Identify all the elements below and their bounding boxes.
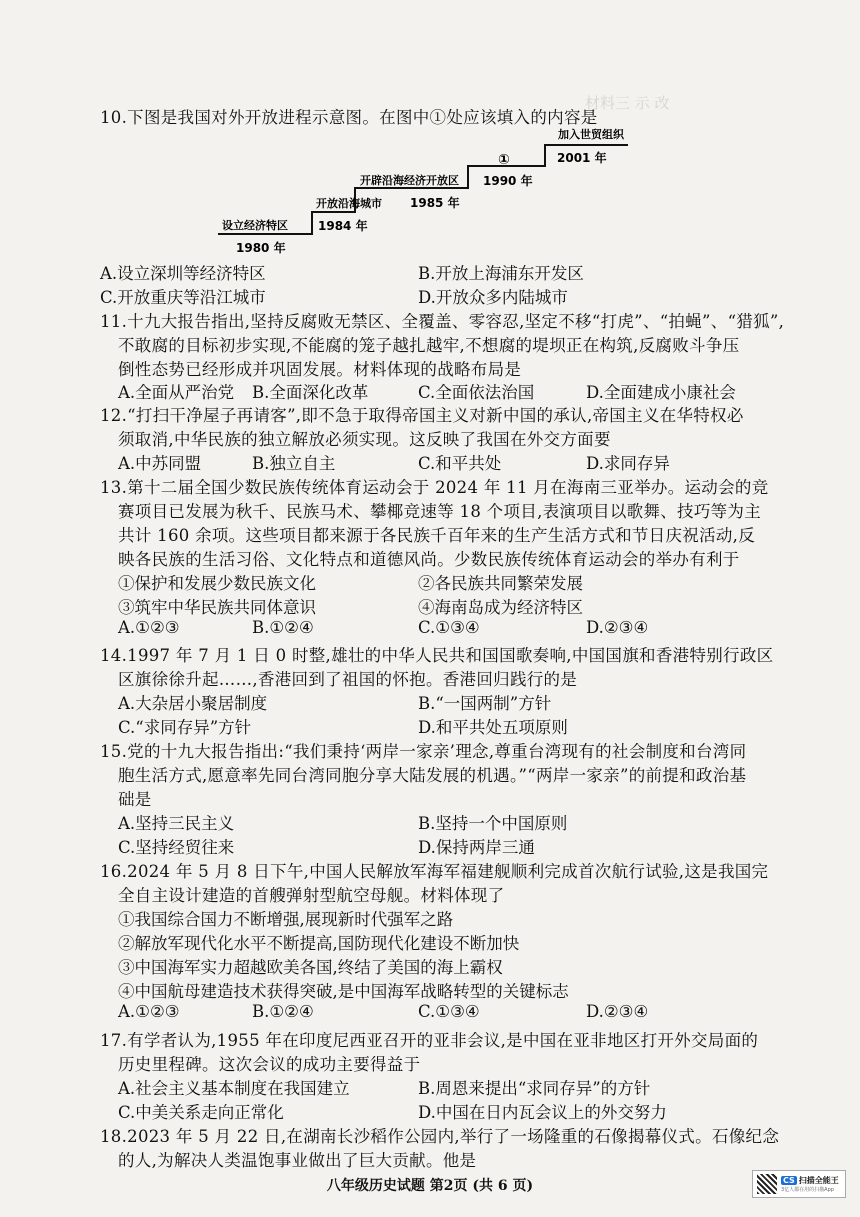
bleed-through-text: 材料三 示 改	[585, 94, 670, 112]
q11-option-a: A.全面从严治党	[118, 383, 235, 402]
question-17-line-1: 17.有学者认为,1955 年在印度尼西亚召开的亚非会议,是中国在亚非地区打开外交局面的	[100, 1031, 759, 1050]
q13-option-b: B.①②④	[252, 618, 314, 637]
question-13-line-1: 13.第十二届全国少数民族传统体育运动会于 2024 年 11 月在海南三亚举办。运动会的竞	[100, 478, 769, 497]
q11-option-b: B.全面深化改革	[252, 383, 369, 402]
q17-option-d: D.中国在日内瓦会议上的外交努力	[418, 1103, 667, 1122]
year-label-4: 1990 年	[483, 174, 533, 188]
q15-option-d: D.保持两岸三通	[418, 838, 535, 857]
question-13-line-2: 赛项目已发展为秋千、民族马术、攀椰竞速等 18 个项目,表演项目以歌舞、技巧等为主	[118, 502, 762, 521]
q14-option-a: A.大杂居小聚居制度	[118, 694, 268, 713]
question-12-line-1: 12.“打扫干净屋子再请客”,即不急于取得帝国主义对新中国的承认,帝国主义在华特权必	[100, 406, 744, 425]
qr-code-icon	[757, 1174, 777, 1194]
question-12-line-2: 须取消,中华民族的独立解放必须实现。这反映了我国在外交方面要	[118, 430, 611, 449]
q12-option-b: B.独立自主	[252, 454, 336, 473]
step-label-5: 加入世贸组织	[558, 128, 624, 141]
question-18-line-2: 的人,为解决人类温饱事业做出了巨大贡献。他是	[118, 1151, 477, 1170]
q15-option-c: C.坚持经贸往来	[118, 838, 235, 857]
q17-option-b: B.周恩来提出“求同存异”的方针	[418, 1079, 651, 1098]
q13-option-a: A.①②③	[118, 618, 180, 637]
question-16-line-1: 16.2024 年 5 月 8 日下午,中国人民解放军海军福建舰顺利完成首次航行试验,这是我国完	[100, 862, 769, 881]
question-11-line-2: 不敢腐的目标初步实现,不能腐的笼子越扎越牢,不想腐的堤坝正在构筑,反腐败斗争压	[118, 336, 740, 355]
question-14-line-2: 区旗徐徐升起……,香港回到了祖国的怀抱。香港回归践行的是	[118, 670, 578, 689]
question-15-line-2: 胞生活方式,愿意率先同台湾同胞分享大陆发展的机遇。”“两岸一家亲”的前提和政治基	[118, 766, 747, 785]
scanner-app-name: 扫描全能王	[798, 1176, 839, 1185]
q14-option-d: D.和平共处五项原则	[418, 718, 568, 737]
q16-option-b: B.①②④	[252, 1002, 314, 1021]
scanner-watermark	[752, 1170, 846, 1198]
q16-statement-1: ①我国综合国力不断增强,展现新时代强军之路	[118, 910, 454, 929]
q13-option-c: C.①③④	[418, 618, 480, 637]
q16-statement-4: ④中国航母建造技术获得突破,是中国海军战略转型的关键标志	[118, 982, 569, 1001]
q11-option-d: D.全面建成小康社会	[586, 383, 736, 402]
opening-up-stair-diagram	[0, 0, 860, 260]
question-15-line-3: 础是	[118, 790, 152, 809]
q10-option-c: C.开放重庆等沿江城市	[100, 288, 266, 307]
step-label-2: 开放沿海城市	[316, 197, 382, 210]
q17-option-c: C.中美关系走向正常化	[118, 1103, 284, 1122]
q16-statement-3: ③中国海军实力超越欧美各国,终结了美国的海上霸权	[118, 958, 503, 977]
scanner-tagline: 3亿人都在用的扫描App	[781, 1187, 834, 1193]
q16-option-d: D.②③④	[586, 1002, 649, 1021]
page-footer: 八年级历史试题 第2页 (共 6 页)	[326, 1178, 534, 1194]
year-label-1: 1980 年	[236, 241, 286, 255]
q15-option-a: A.坚持三民主义	[118, 814, 235, 833]
step-label-1: 设立经济特区	[222, 219, 288, 232]
question-18-line-1: 18.2023 年 5 月 22 日,在湖南长沙稻作公园内,举行了一场隆重的石像揭幕仪式。石像纪念	[100, 1127, 780, 1146]
q11-option-c: C.全面依法治国	[418, 383, 535, 402]
question-11-line-1: 11.十九大报告指出,坚持反腐败无禁区、全覆盖、零容忍,坚定不移“打虎”、“拍蝇”、“猎狐”,	[100, 312, 785, 331]
q13-statement-3: ③筑牢中华民族共同体意识	[118, 598, 316, 617]
question-11-line-3: 倒性态势已经形成并巩固发展。材料体现的战略布局是	[118, 360, 522, 379]
q12-option-a: A.中苏同盟	[118, 454, 202, 473]
q13-statement-2: ②各民族共同繁荣发展	[418, 574, 583, 593]
question-14-line-1: 14.1997 年 7 月 1 日 0 时整,雄壮的中华人民共和国国歌奏响,中国国旗和香港特别行政区	[100, 646, 774, 665]
question-13-line-3: 共计 160 余项。这些项目都来源于各民族千百年来的生产生活方式和节日庆祝活动,反	[118, 526, 756, 545]
year-label-3: 1985 年	[410, 196, 460, 210]
q13-statement-1: ①保护和发展少数民族文化	[118, 574, 316, 593]
q10-option-d: D.开放众多内陆城市	[418, 288, 568, 307]
q16-option-c: C.①③④	[418, 1002, 480, 1021]
q10-option-b: B.开放上海浦东开发区	[418, 264, 584, 283]
year-label-5: 2001 年	[557, 151, 607, 165]
q12-option-d: D.求同存异	[586, 454, 670, 473]
question-13-line-4: 映各民族的生活习俗、文化特点和道德风尚。少数民族传统体育运动会的举办有利于	[118, 550, 740, 569]
question-15-line-1: 15.党的十九大报告指出:“我们秉持‘两岸一家亲’理念,尊重台湾现有的社会制度和台湾同	[100, 742, 747, 761]
q15-option-b: B.坚持一个中国原则	[418, 814, 568, 833]
q14-option-c: C.“求同存异”方针	[118, 718, 252, 737]
q13-statement-4: ④海南岛成为经济特区	[418, 598, 583, 617]
question-10-stem: 10.下图是我国对外开放进程示意图。在图中①处应该填入的内容是	[100, 108, 598, 127]
q14-option-b: B.“一国两制”方针	[418, 694, 552, 713]
q13-option-d: D.②③④	[586, 618, 649, 637]
q17-option-a: A.社会主义基本制度在我国建立	[118, 1079, 350, 1098]
question-17-line-2: 历史里程碑。这次会议的成功主要得益于	[118, 1055, 421, 1074]
q16-statement-2: ②解放军现代化水平不断提高,国防现代化建设不断加快	[118, 934, 520, 953]
step-label-4: ①	[498, 152, 510, 168]
q10-option-a: A.设立深圳等经济特区	[100, 264, 266, 283]
question-16-line-2: 全自主设计建造的首艘弹射型航空母舰。材料体现了	[118, 886, 505, 905]
cs-badge: CS	[783, 1176, 795, 1185]
q16-option-a: A.①②③	[118, 1002, 180, 1021]
step-label-3: 开辟沿海经济开放区	[360, 174, 459, 187]
q12-option-c: C.和平共处	[418, 454, 502, 473]
year-label-2: 1984 年	[318, 219, 368, 233]
